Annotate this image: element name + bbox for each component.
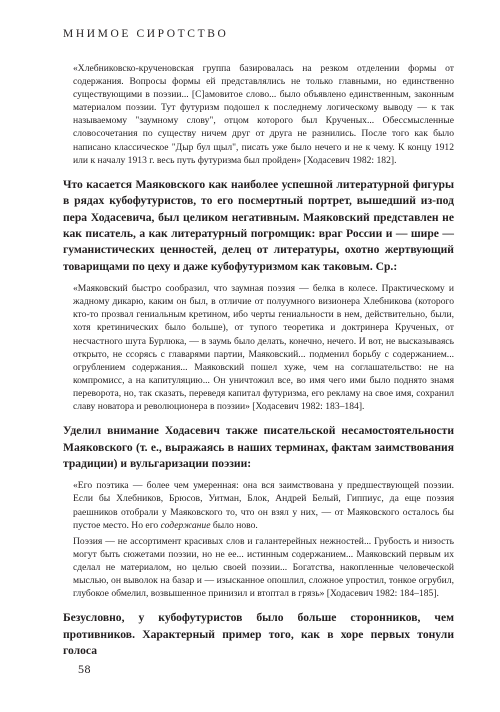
body-paragraph-mayakovsky-portrait: Что касается Маяковского как наиболее успешной литературной фигуры в рядах кубофутуристов, то его посмертный портрет, вышедший из-под пера Ходасевича, был целиком негативным. Маяковский представлен не как писатель, а как литературный погромщик: враг России и — шире — гуманистических ценностей, делец от литературы, охотно жертвующий товарищами по цеху и даже кубофутуризмом как таковым. Ср.:	[63, 177, 454, 273]
quote-paragraph: «Хлебниковско-крученовская группа базировалась на резком отделении формы от содержания. Вопросы формы ей представлялись не только главными, но единственно существующими в поэзии... [С]амовитое слово... было объявлено единственным, законным материалом поэзии. Тут футуризм подошел к последнему логическому выводу — к так называемому "заумному слову", отцом которого был Крученых... Обессмысленные словосочетания по существу ничем друг от друга не разнились. После того как было написано классическое "Дыр бул щыл", писать уже было нечего и не к чему. К концу 1912 или к началу 1913 г. весь путь футуризма был пройден» [Ходасевич 1982: 182].	[73, 63, 454, 166]
block-quote-mayakovsky	[73, 282, 454, 413]
quote-paragraph: Поэзия — не ассортимент красивых слов и галантерейных нежностей... Грубость и низость могут быть сюжетами поэзии, но не ее... истинным содержанием... Маяковский первым их сделал не материалом, но целью своей поэзии... Богатства, накопленные человеческой мыслью, он выволок на базар и — изысканное опошлил, сложное упростил, тонкое огрубил, глубокое обмелил, возвышенное принизил и втоптал в грязь» [Ходасевич 1982: 184–185].	[73, 535, 454, 600]
quote-text: «Его поэтика — более чем умеренная: она вся заимствована у предшествующей поэзии. Если бы Хлебников, Брюсов, Уитман, Блок, Андрей Белый, Гиппиус, да еще поэзия раешников отобрали у Маяковского то, что он взял у них, — от Маяковского осталось бы пустое место. Но его	[73, 480, 454, 531]
quote-paragraph: «Маяковский быстро сообразил, что заумная поэзия — белка в колесе. Практическому и жадному дикарю, каким он был, в отличие от полуумного визионера Хлебникова (которого кто-то прозвал гениальным кретином, ибо черты гениальности в нем, действительно, были, хотя кретинических было больше), от тупого теоретика и доктринера Крученых, от несчастного шута Бурлюка, — в заумь было делать, конечно, нечего. И вот, не высказываясь открыто, не ссорясь с главарями партии, Маяковский... подменил борьбу с содержанием... огрублением содержания... Маяковский пошел хуже, чем на соглашательство: не на компромисс, а на капитуляцию... Он уничтожил все, во имя чего ими было поднято знамя переворота, но, так сказать, переведя капитал футуризма, его рекламу на свое имя, сохранил славу новатора и революционера в поэзии» [Ходасевич 1982: 183–184].	[73, 283, 454, 413]
quote-paragraph	[73, 479, 454, 531]
block-quote-poetics	[73, 479, 454, 600]
page-number: 58	[78, 662, 91, 676]
body-paragraph-supporters: Безусловно, у кубофутуристов было больше сторонников, чем противников. Характерный пример того, как в хоре первых тонули голоса	[63, 611, 454, 657]
quote-text: было ново.	[210, 519, 258, 531]
emphasized-word: содержание	[160, 519, 211, 531]
running-head: МНИМОЕ СИРОТСТВО	[63, 28, 229, 40]
block-quote-futurism	[73, 62, 454, 167]
body-paragraph-borrowing: Уделил внимание Ходасевич также писательской несамостоятельности Маяковского (т. е., выражаясь в наших терминах, фактам заимствования традиции) и вульгаризации поэзии:	[63, 424, 454, 470]
